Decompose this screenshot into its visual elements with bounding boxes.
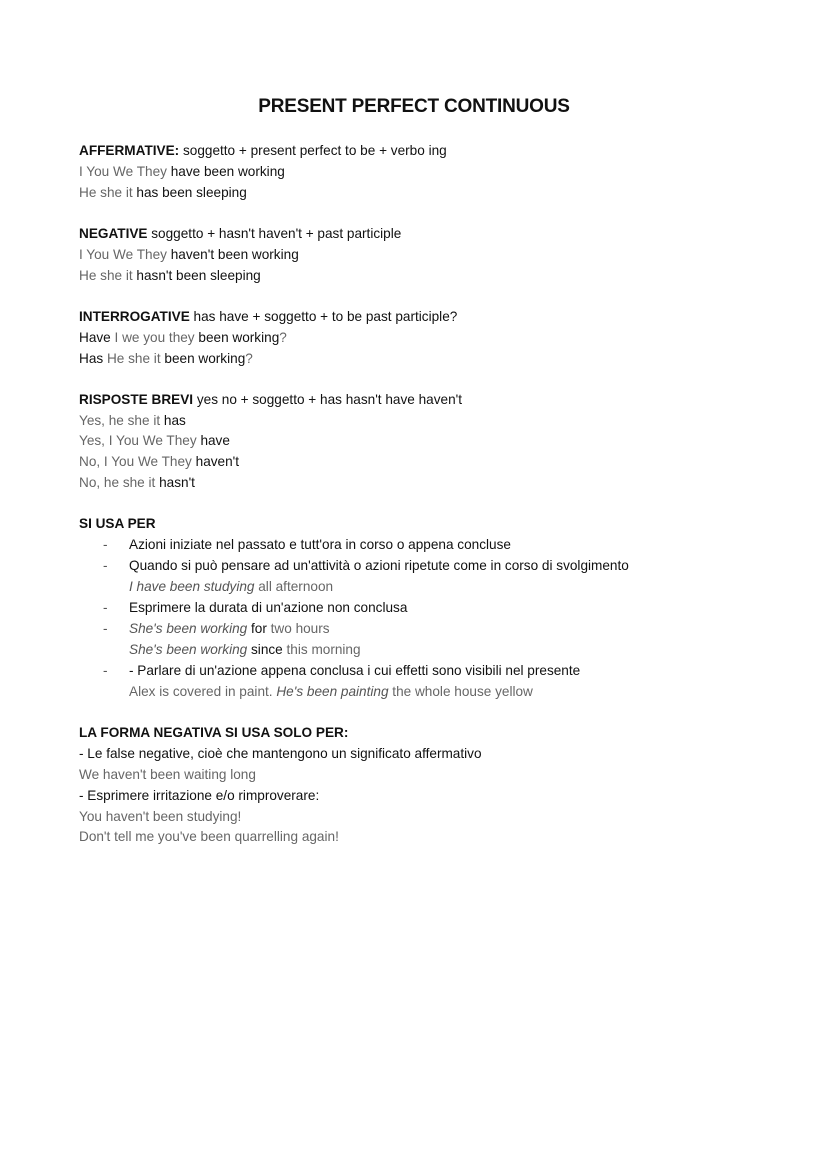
example-aux: has: [163, 413, 186, 428]
question-mark: ?: [245, 351, 253, 366]
interrogative-example: [79, 329, 287, 347]
si-usa-heading: SI USA PER: [79, 516, 156, 531]
example-verb: hasn't been sleeping: [136, 268, 261, 283]
negative-example: [79, 267, 261, 285]
example-italic: She's been working: [129, 642, 248, 657]
risposte-rule-text: yes no + soggetto + has hasn't have haven't: [193, 392, 463, 407]
usage-example: [129, 620, 330, 638]
affermative-rule-text: soggetto + present perfect to be + verbo ing: [179, 143, 447, 158]
example-verb: been working: [164, 351, 246, 366]
example-italic: She's been working: [129, 621, 248, 636]
example-subject: Yes, he she it: [79, 413, 164, 428]
example-subject: He she it: [79, 268, 137, 283]
usage-item: Esprimere la durata di un'azione non conclusa: [129, 600, 408, 615]
affermative-rule: [79, 142, 447, 160]
negative-rule: [79, 225, 401, 243]
usage-example: [129, 578, 333, 596]
risposte-example: [79, 412, 186, 430]
example-aux: have: [200, 433, 230, 448]
example-aux: haven't: [195, 454, 240, 469]
example-subject: He she it: [103, 351, 165, 366]
risposte-heading: RISPOSTE BREVI: [79, 392, 194, 407]
question-mark: ?: [279, 330, 287, 345]
example-italic: I have been studying: [129, 579, 255, 594]
example-italic: He's been painting: [276, 684, 389, 699]
example-verb: has been sleeping: [136, 185, 247, 200]
forma-negativa-example: We haven't been waiting long: [79, 767, 256, 782]
negative-heading: NEGATIVE: [79, 226, 148, 241]
affermative-example: [79, 163, 285, 181]
example-subject: He she it: [79, 185, 137, 200]
example-subject: I You We They: [79, 247, 171, 262]
interrogative-heading: INTERROGATIVE: [79, 309, 190, 324]
forma-negativa-example: You haven't been studying!: [79, 809, 242, 824]
example-aux: Has: [79, 351, 104, 366]
negative-example: [79, 246, 299, 264]
example-verb: been working: [198, 330, 280, 345]
example-aux: Have: [79, 330, 111, 345]
negative-rule-text: soggetto + hasn't haven't + past participle: [147, 226, 402, 241]
usage-item: Quando si può pensare ad un'attività o azioni ripetute come in corso di svolgimento: [129, 558, 629, 573]
affermative-example: [79, 184, 247, 202]
example-rest: two hours: [266, 621, 330, 636]
bullet-dash: -: [103, 600, 108, 615]
usage-example: [129, 683, 533, 701]
affermative-heading: AFFERMATIVE:: [79, 143, 180, 158]
usage-example: [129, 641, 361, 659]
bullet-dash: -: [103, 621, 108, 636]
example-keyword: for: [247, 621, 267, 636]
example-rest: this morning: [282, 642, 361, 657]
risposte-rule: [79, 391, 462, 409]
page-title: PRESENT PERFECT CONTINUOUS: [258, 96, 570, 117]
example-rest: all afternoon: [254, 579, 334, 594]
bullet-dash: -: [103, 663, 108, 678]
forma-negativa-point: - Esprimere irritazione e/o rimproverare:: [79, 788, 320, 803]
example-verb: haven't been working: [170, 247, 299, 262]
example-aux: hasn't: [159, 475, 195, 490]
example-rest: the whole house yellow: [388, 684, 533, 699]
interrogative-rule-text: has have + soggetto + to be past participle?: [189, 309, 458, 324]
forma-negativa-point: - Le false negative, cioè che mantengono un significato affermativo: [79, 746, 482, 761]
example-subject: I You We They: [79, 164, 171, 179]
example-subject: I we you they: [110, 330, 199, 345]
interrogative-rule: [79, 308, 457, 326]
usage-item: Azioni iniziate nel passato e tutt'ora in corso o appena concluse: [129, 537, 511, 552]
example-subject: No, he she it: [79, 475, 160, 490]
example-pre: Alex is covered in paint.: [129, 684, 277, 699]
example-subject: No, I You We They: [79, 454, 196, 469]
interrogative-example: [79, 350, 253, 368]
forma-negativa-example: Don't tell me you've been quarrelling again!: [79, 829, 339, 844]
usage-item: - Parlare di un'azione appena conclusa i cui effetti sono visibili nel presente: [129, 663, 581, 678]
example-keyword: since: [247, 642, 283, 657]
risposte-example: [79, 453, 239, 471]
example-subject: Yes, I You We They: [79, 433, 201, 448]
example-verb: have been working: [170, 164, 285, 179]
risposte-example: [79, 432, 230, 450]
forma-negativa-heading: LA FORMA NEGATIVA SI USA SOLO PER:: [79, 725, 349, 740]
risposte-example: [79, 474, 195, 492]
bullet-dash: -: [103, 558, 108, 573]
bullet-dash: -: [103, 537, 108, 552]
